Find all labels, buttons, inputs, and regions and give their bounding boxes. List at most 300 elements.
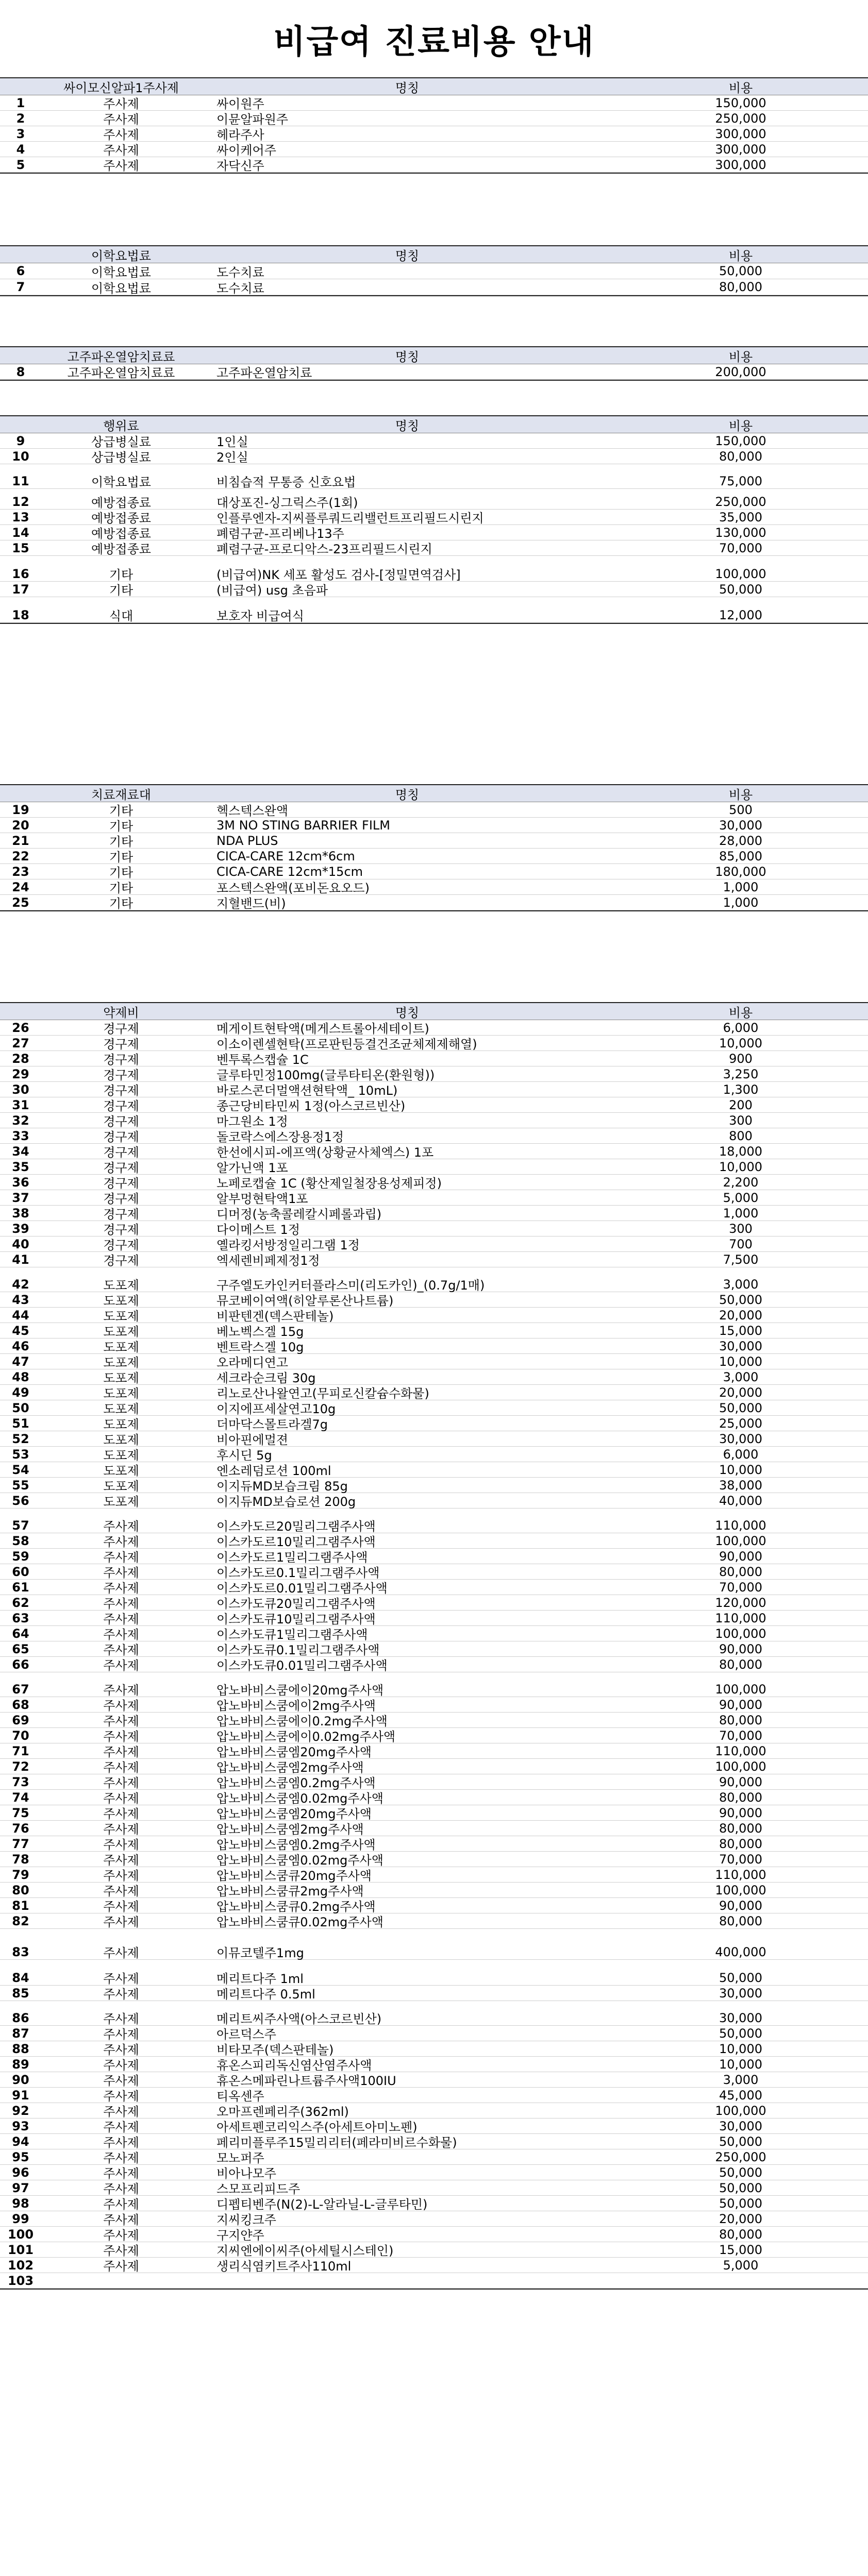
row-category: 경구제 (103, 1145, 139, 1160)
table-row (0, 2165, 868, 2180)
row-category: 경구제 (103, 1238, 139, 1252)
table-row (0, 1190, 868, 1206)
row-price: 180,000 (715, 864, 766, 879)
row-category: 주사제 (103, 1581, 139, 1596)
row-price: 2,200 (723, 1175, 759, 1190)
table-row (0, 364, 868, 380)
row-category: 도포제 (103, 1479, 139, 1494)
row-category: 주사제 (103, 2012, 139, 2026)
row-category: 주사제 (103, 2058, 139, 2073)
row-price: 100,000 (715, 566, 766, 581)
row-item-name: 한선에시피-에프액(상황균사체엑스) 1포 (216, 1145, 434, 1160)
row-price: 10,000 (719, 1159, 762, 1174)
table-row (0, 1020, 868, 1036)
row-item-name: 고주파온열암치료 (216, 366, 312, 380)
row-number: 23 (12, 864, 29, 879)
row-category: 주사제 (103, 1869, 139, 1883)
row-item-name: 생리식염키트주사110ml (216, 2259, 352, 2274)
row-price: 3,000 (723, 1369, 759, 1384)
row-number: 4 (16, 142, 25, 157)
row-item-name: 세크라순크림 30g (216, 1371, 316, 1385)
table-row (0, 1066, 868, 1082)
header-name: 명칭 (395, 418, 420, 433)
row-number: 21 (12, 833, 29, 848)
table-row (0, 2119, 868, 2134)
table-row (0, 263, 868, 279)
row-number: 27 (12, 1036, 29, 1050)
table-row (0, 1626, 868, 1641)
row-price: 80,000 (719, 1836, 762, 1851)
row-item-name: 도수치료 (216, 265, 264, 280)
row-category: 주사제 (103, 97, 139, 111)
row-price: 50,000 (719, 2196, 762, 2211)
row-category: 경구제 (103, 1223, 139, 1237)
table-row (0, 1913, 868, 1929)
row-item-name: 다이메스트 1정 (216, 1223, 301, 1237)
table-row (0, 1960, 868, 1986)
row-item-name: 디머정(농축콜레칼시페롤과립) (216, 1207, 382, 1222)
row-price: 100,000 (715, 1883, 766, 1897)
row-price: 70,000 (719, 1852, 762, 1867)
row-item-name: 비침습적 무통증 신호요법 (216, 475, 356, 489)
row-category: 경구제 (103, 1022, 139, 1036)
row-item-name: 페리미플루주15밀리리터(페라미비르수화물) (216, 2136, 457, 2150)
row-category: 도포제 (103, 1402, 139, 1416)
row-category: 주사제 (103, 2244, 139, 2258)
row-item-name: 헥스텍스완액 (216, 804, 289, 818)
row-price: 80,000 (719, 1913, 762, 1928)
table-row (0, 279, 868, 295)
row-item-name: 스모프리피드주 (216, 2182, 301, 2196)
row-item-name: 지씨엔에이씨주(아세틸시스테인) (216, 2244, 394, 2258)
row-price: 100,000 (715, 1533, 766, 1548)
row-price: 80,000 (719, 1790, 762, 1805)
row-category: 이학요법료 (91, 281, 151, 296)
row-number: 14 (12, 525, 29, 540)
table-row (0, 157, 868, 173)
table-row (0, 489, 868, 510)
row-price: 250,000 (715, 2149, 766, 2164)
row-item-name: 압노바비스쿰에이20mg주사액 (216, 1683, 384, 1698)
row-item-name: 헤라주사 (216, 128, 264, 142)
row-item-name: 압노바비스쿰에이2mg주사액 (216, 1699, 376, 1713)
table-row (0, 1883, 868, 1898)
row-price: 90,000 (719, 1549, 762, 1564)
row-price: 3,000 (723, 2072, 759, 2087)
row-price: 50,000 (719, 264, 762, 278)
table-row (0, 2242, 868, 2258)
table-row (0, 1493, 868, 1509)
row-number: 61 (12, 1580, 29, 1595)
table-row (0, 449, 868, 464)
row-price: 80,000 (719, 1657, 762, 1672)
table-row (0, 1898, 868, 1913)
table-row (0, 1595, 868, 1611)
row-category: 주사제 (103, 1683, 139, 1698)
row-item-name: 더마닥스몰트라겔7g (216, 1417, 328, 1432)
table-row (0, 582, 868, 597)
row-number: 96 (12, 2165, 29, 2180)
row-price: 3,250 (723, 1066, 759, 1081)
row-item-name: 구지얀주 (216, 2228, 264, 2243)
row-item-name: 알가닌액 1포 (216, 1161, 288, 1175)
row-price: 40,000 (719, 1493, 762, 1508)
row-item-name: 압노바비스쿰큐0.02mg주사액 (216, 1915, 383, 1929)
row-number: 2 (16, 111, 25, 126)
row-price: 15,000 (719, 2242, 762, 2257)
row-category: 주사제 (103, 1987, 139, 2002)
row-item-name: 아르덕스주 (216, 2027, 276, 2042)
row-number: 40 (12, 1236, 29, 1251)
row-item-name: 폐렴구균-프리베나13주 (216, 527, 344, 541)
row-price: 30,000 (719, 1986, 762, 2001)
table-row (0, 1082, 868, 1097)
header-name: 명칭 (395, 787, 420, 802)
row-category: 주사제 (103, 1915, 139, 1929)
row-number: 55 (12, 1478, 29, 1493)
row-category: 예방접종료 (91, 511, 151, 526)
row-category: 예방접종료 (91, 527, 151, 541)
row-item-name: 3M NO STING BARRIER FILM (216, 818, 390, 833)
row-item-name: 메리트다주 0.5ml (216, 1987, 315, 2002)
row-price: 50,000 (719, 2165, 762, 2180)
header-name: 명칭 (395, 349, 420, 364)
row-price: 1,300 (723, 1082, 759, 1097)
row-price: 100,000 (715, 1682, 766, 1697)
row-number: 10 (12, 449, 29, 464)
row-number: 52 (12, 1431, 29, 1446)
row-number: 80 (12, 1883, 29, 1897)
row-number: 7 (16, 280, 25, 294)
row-category: 기타 (109, 896, 133, 911)
row-category: 경구제 (103, 1161, 139, 1175)
row-category: 식대 (109, 609, 133, 623)
row-price: 38,000 (719, 1478, 762, 1493)
row-price: 150,000 (715, 95, 766, 110)
row-number: 43 (12, 1292, 29, 1307)
row-number: 65 (12, 1641, 29, 1656)
row-category: 도포제 (103, 1433, 139, 1447)
table-row (0, 1462, 868, 1478)
table-row (0, 2211, 868, 2227)
row-item-name: 압노바비스쿰에이0.02mg주사액 (216, 1730, 396, 1744)
row-number: 25 (12, 895, 29, 910)
table-row (0, 1416, 868, 1431)
row-item-name: 보호자 비급여식 (216, 609, 304, 623)
table-row (0, 1478, 868, 1493)
row-item-name: 이스카도큐0.01밀리그램주사액 (216, 1658, 388, 1673)
row-item-name: 압노바비스쿰엠2mg주사액 (216, 1760, 364, 1775)
row-price: 250,000 (715, 494, 766, 509)
row-price: 80,000 (719, 1564, 762, 1579)
row-price: 10,000 (719, 1354, 762, 1369)
header-category: 행위료 (103, 418, 139, 433)
row-number: 102 (7, 2258, 34, 2273)
row-item-name: NDA PLUS (216, 833, 278, 848)
row-category: 이학요법료 (91, 265, 151, 280)
row-price: 900 (729, 1051, 753, 1066)
row-number: 35 (12, 1159, 29, 1174)
row-category: 주사제 (103, 2120, 139, 2134)
row-item-name: 이지듀MD보습크림 85g (216, 1479, 348, 1494)
row-category: 경구제 (103, 1053, 139, 1067)
row-number: 41 (12, 1252, 29, 1267)
row-item-name: 압노바비스쿰엠20mg주사액 (216, 1807, 372, 1821)
table-row (0, 111, 868, 126)
table-row (0, 1144, 868, 1159)
table-row (0, 1354, 868, 1369)
row-number: 1 (16, 95, 25, 110)
table-row (0, 1697, 868, 1713)
row-number: 49 (12, 1385, 29, 1400)
row-number: 32 (12, 1113, 29, 1128)
row-number: 73 (12, 1774, 29, 1789)
row-number: 89 (12, 2057, 29, 2072)
row-price: 90,000 (719, 1774, 762, 1789)
section-s6 (0, 1002, 868, 2290)
table-row (0, 1867, 868, 1883)
row-item-name: 비판텐겐(덱스판테놀) (216, 1309, 334, 1324)
section-header (0, 415, 868, 433)
table-row (0, 895, 868, 910)
row-item-name: 이스카도르1밀리그램주사액 (216, 1550, 368, 1565)
row-category: 경구제 (103, 1207, 139, 1222)
row-number: 84 (12, 1970, 29, 1985)
row-number: 81 (12, 1898, 29, 1913)
header-category: 싸이모신알파1주사제 (63, 80, 179, 95)
row-price: 400,000 (715, 1944, 766, 1959)
row-category: 경구제 (103, 1130, 139, 1144)
row-category: 주사제 (103, 2259, 139, 2274)
row-item-name: 싸이원주 (216, 97, 264, 111)
row-item-name: 압노바비스쿰엠0.02mg주사액 (216, 1853, 383, 1868)
row-category: 주사제 (103, 159, 139, 173)
row-item-name: 압노바비스쿰엠0.02mg주사액 (216, 1791, 383, 1806)
row-number: 88 (12, 2041, 29, 2056)
row-item-name: 돌코락스에스장용정1정 (216, 1130, 344, 1144)
row-price: 50,000 (719, 2134, 762, 2149)
row-category: 주사제 (103, 1519, 139, 1534)
row-price: 3,000 (723, 1277, 759, 1292)
row-price: 20,000 (719, 1308, 762, 1323)
row-category: 주사제 (103, 1643, 139, 1657)
row-number: 64 (12, 1626, 29, 1641)
row-number: 15 (12, 540, 29, 555)
table-row (0, 2180, 868, 2196)
table-row (0, 2041, 868, 2057)
row-price: 120,000 (715, 1595, 766, 1610)
row-category: 경구제 (103, 1192, 139, 1206)
row-category: 주사제 (103, 1714, 139, 1728)
row-number: 18 (12, 607, 29, 622)
row-category: 주사제 (103, 2213, 139, 2227)
row-price: 30,000 (719, 2010, 762, 2025)
row-item-name: 엑세렌비페제정1정 (216, 1253, 320, 1268)
row-price: 200 (729, 1097, 753, 1112)
section-s4 (0, 415, 868, 624)
row-number: 3 (16, 126, 25, 141)
row-category: 주사제 (103, 1972, 139, 1986)
row-price: 300,000 (715, 142, 766, 157)
row-category: 도포제 (103, 1355, 139, 1370)
row-price: 5,000 (723, 2258, 759, 2273)
row-price: 75,000 (719, 473, 762, 488)
row-price: 6,000 (723, 1447, 759, 1462)
header-price: 비용 (728, 1005, 753, 1020)
row-item-name: 압노바비스쿰큐0.2mg주사액 (216, 1900, 376, 1914)
row-number: 78 (12, 1852, 29, 1867)
row-price: 1,000 (723, 879, 759, 894)
row-price: 80,000 (719, 280, 762, 294)
row-price: 7,500 (723, 1252, 759, 1267)
table-row (0, 1836, 868, 1852)
row-item-name: 바로스콘더멀액션현탁액_ 10mL) (216, 1083, 398, 1098)
table-row (0, 1236, 868, 1252)
row-price: 300,000 (715, 126, 766, 141)
row-number: 62 (12, 1595, 29, 1610)
row-item-name: 이지에프세살연고10g (216, 1402, 336, 1416)
row-price: 100,000 (715, 1759, 766, 1774)
row-item-name: 옐라킹서방정일리그램 1정 (216, 1238, 360, 1252)
row-number: 79 (12, 1867, 29, 1882)
row-price: 110,000 (715, 1518, 766, 1533)
row-number: 13 (12, 510, 29, 524)
row-number: 31 (12, 1097, 29, 1112)
row-category: 경구제 (103, 1037, 139, 1052)
row-price: 25,000 (719, 1416, 762, 1431)
row-number: 58 (12, 1533, 29, 1548)
row-price: 90,000 (719, 1805, 762, 1820)
table-row (0, 597, 868, 623)
row-price: 50,000 (719, 1292, 762, 1307)
row-item-name: 벤트락스겔 10g (216, 1340, 304, 1354)
table-row (0, 1657, 868, 1672)
row-item-name: 싸이케어주 (216, 143, 276, 158)
row-price: 10,000 (719, 1036, 762, 1050)
row-item-name: 이지듀MD보습로션 200g (216, 1495, 356, 1509)
row-number: 46 (12, 1338, 29, 1353)
table-row (0, 2103, 868, 2119)
row-item-name: 압노바비스쿰엠20mg주사액 (216, 1745, 372, 1759)
table-row (0, 2149, 868, 2165)
header-price: 비용 (728, 248, 753, 263)
row-item-name: 휴온스피리독신염산염주사액 (216, 2058, 372, 2073)
row-category: 주사제 (103, 2027, 139, 2042)
row-number: 28 (12, 1051, 29, 1066)
table-row (0, 540, 868, 556)
row-price: 85,000 (719, 849, 762, 863)
row-number: 56 (12, 1493, 29, 1508)
table-row (0, 879, 868, 895)
header-price: 비용 (728, 80, 753, 95)
row-item-name: 메리트씨주사액(아스코르빈산) (216, 2012, 382, 2026)
row-category: 상급병실료 (91, 450, 151, 465)
row-category: 기타 (109, 568, 133, 582)
row-number: 16 (12, 566, 29, 581)
header-category: 약제비 (103, 1005, 139, 1020)
table-row (0, 142, 868, 157)
row-price: 50,000 (719, 1970, 762, 1985)
row-category: 기타 (109, 881, 133, 895)
table-row (0, 126, 868, 142)
table-row (0, 1713, 868, 1728)
section-header (0, 1002, 868, 1020)
row-price: 10,000 (719, 2057, 762, 2072)
row-item-name: 도수치료 (216, 281, 264, 296)
table-row (0, 833, 868, 849)
row-price: 90,000 (719, 1641, 762, 1656)
table-row (0, 464, 868, 489)
row-number: 20 (12, 818, 29, 833)
row-price: 70,000 (719, 1580, 762, 1595)
row-item-name: 지혈밴드(비) (216, 896, 286, 911)
row-price: 20,000 (719, 2211, 762, 2226)
table-row (0, 525, 868, 540)
row-item-name: 구주엘도카인커터플라스미(리도카인)_(0.7g/1매) (216, 1278, 485, 1293)
row-price: 15,000 (719, 1323, 762, 1338)
section-header (0, 77, 868, 95)
row-price: 28,000 (719, 833, 762, 848)
table-row (0, 2258, 868, 2273)
row-category: 주사제 (103, 1838, 139, 1852)
table-row (0, 1323, 868, 1338)
row-number: 38 (12, 1206, 29, 1221)
row-category: 도포제 (103, 1464, 139, 1478)
row-price: 1,000 (723, 895, 759, 910)
table-row (0, 2057, 868, 2072)
row-number: 77 (12, 1836, 29, 1851)
row-category: 주사제 (103, 1628, 139, 1642)
header-category: 치료재료대 (91, 787, 151, 802)
row-price: 500 (729, 802, 753, 817)
row-category: 도포제 (103, 1294, 139, 1308)
row-item-name: 지씨킹크주 (216, 2213, 276, 2227)
row-price: 5,000 (723, 1190, 759, 1205)
table-row (0, 2227, 868, 2242)
row-price: 80,000 (719, 1821, 762, 1836)
row-category: 도포제 (103, 1417, 139, 1432)
row-price: 100,000 (715, 2103, 766, 2118)
table-row (0, 1206, 868, 1221)
row-item-name: 이뮤코텔주1mg (216, 1946, 304, 1960)
row-price: 110,000 (715, 1867, 766, 1882)
row-price: 70,000 (719, 1728, 762, 1743)
row-category: 주사제 (103, 1745, 139, 1759)
row-item-name: 벤투록스캡슐 1C (216, 1053, 309, 1067)
row-number: 5 (16, 157, 25, 172)
row-category: 주사제 (103, 1658, 139, 1673)
row-number: 6 (16, 264, 25, 278)
row-price: 80,000 (719, 1713, 762, 1727)
table-row (0, 2001, 868, 2026)
row-category: 기타 (109, 866, 133, 880)
row-category: 주사제 (103, 1612, 139, 1626)
row-category: 기타 (109, 819, 133, 834)
section-header (0, 245, 868, 263)
row-number: 9 (16, 433, 25, 448)
row-number: 90 (12, 2072, 29, 2087)
table-row (0, 1292, 868, 1308)
row-item-name: 이스카도르20밀리그램주사액 (216, 1519, 376, 1534)
row-category: 도포제 (103, 1495, 139, 1509)
row-category: 주사제 (103, 1791, 139, 1806)
table-row (0, 556, 868, 582)
row-item-name: 후시딘 5g (216, 1448, 272, 1463)
row-item-name: 이스카도큐10밀리그램주사액 (216, 1612, 376, 1626)
table-row (0, 1805, 868, 1821)
row-category: 주사제 (103, 1822, 139, 1837)
row-number: 70 (12, 1728, 29, 1743)
